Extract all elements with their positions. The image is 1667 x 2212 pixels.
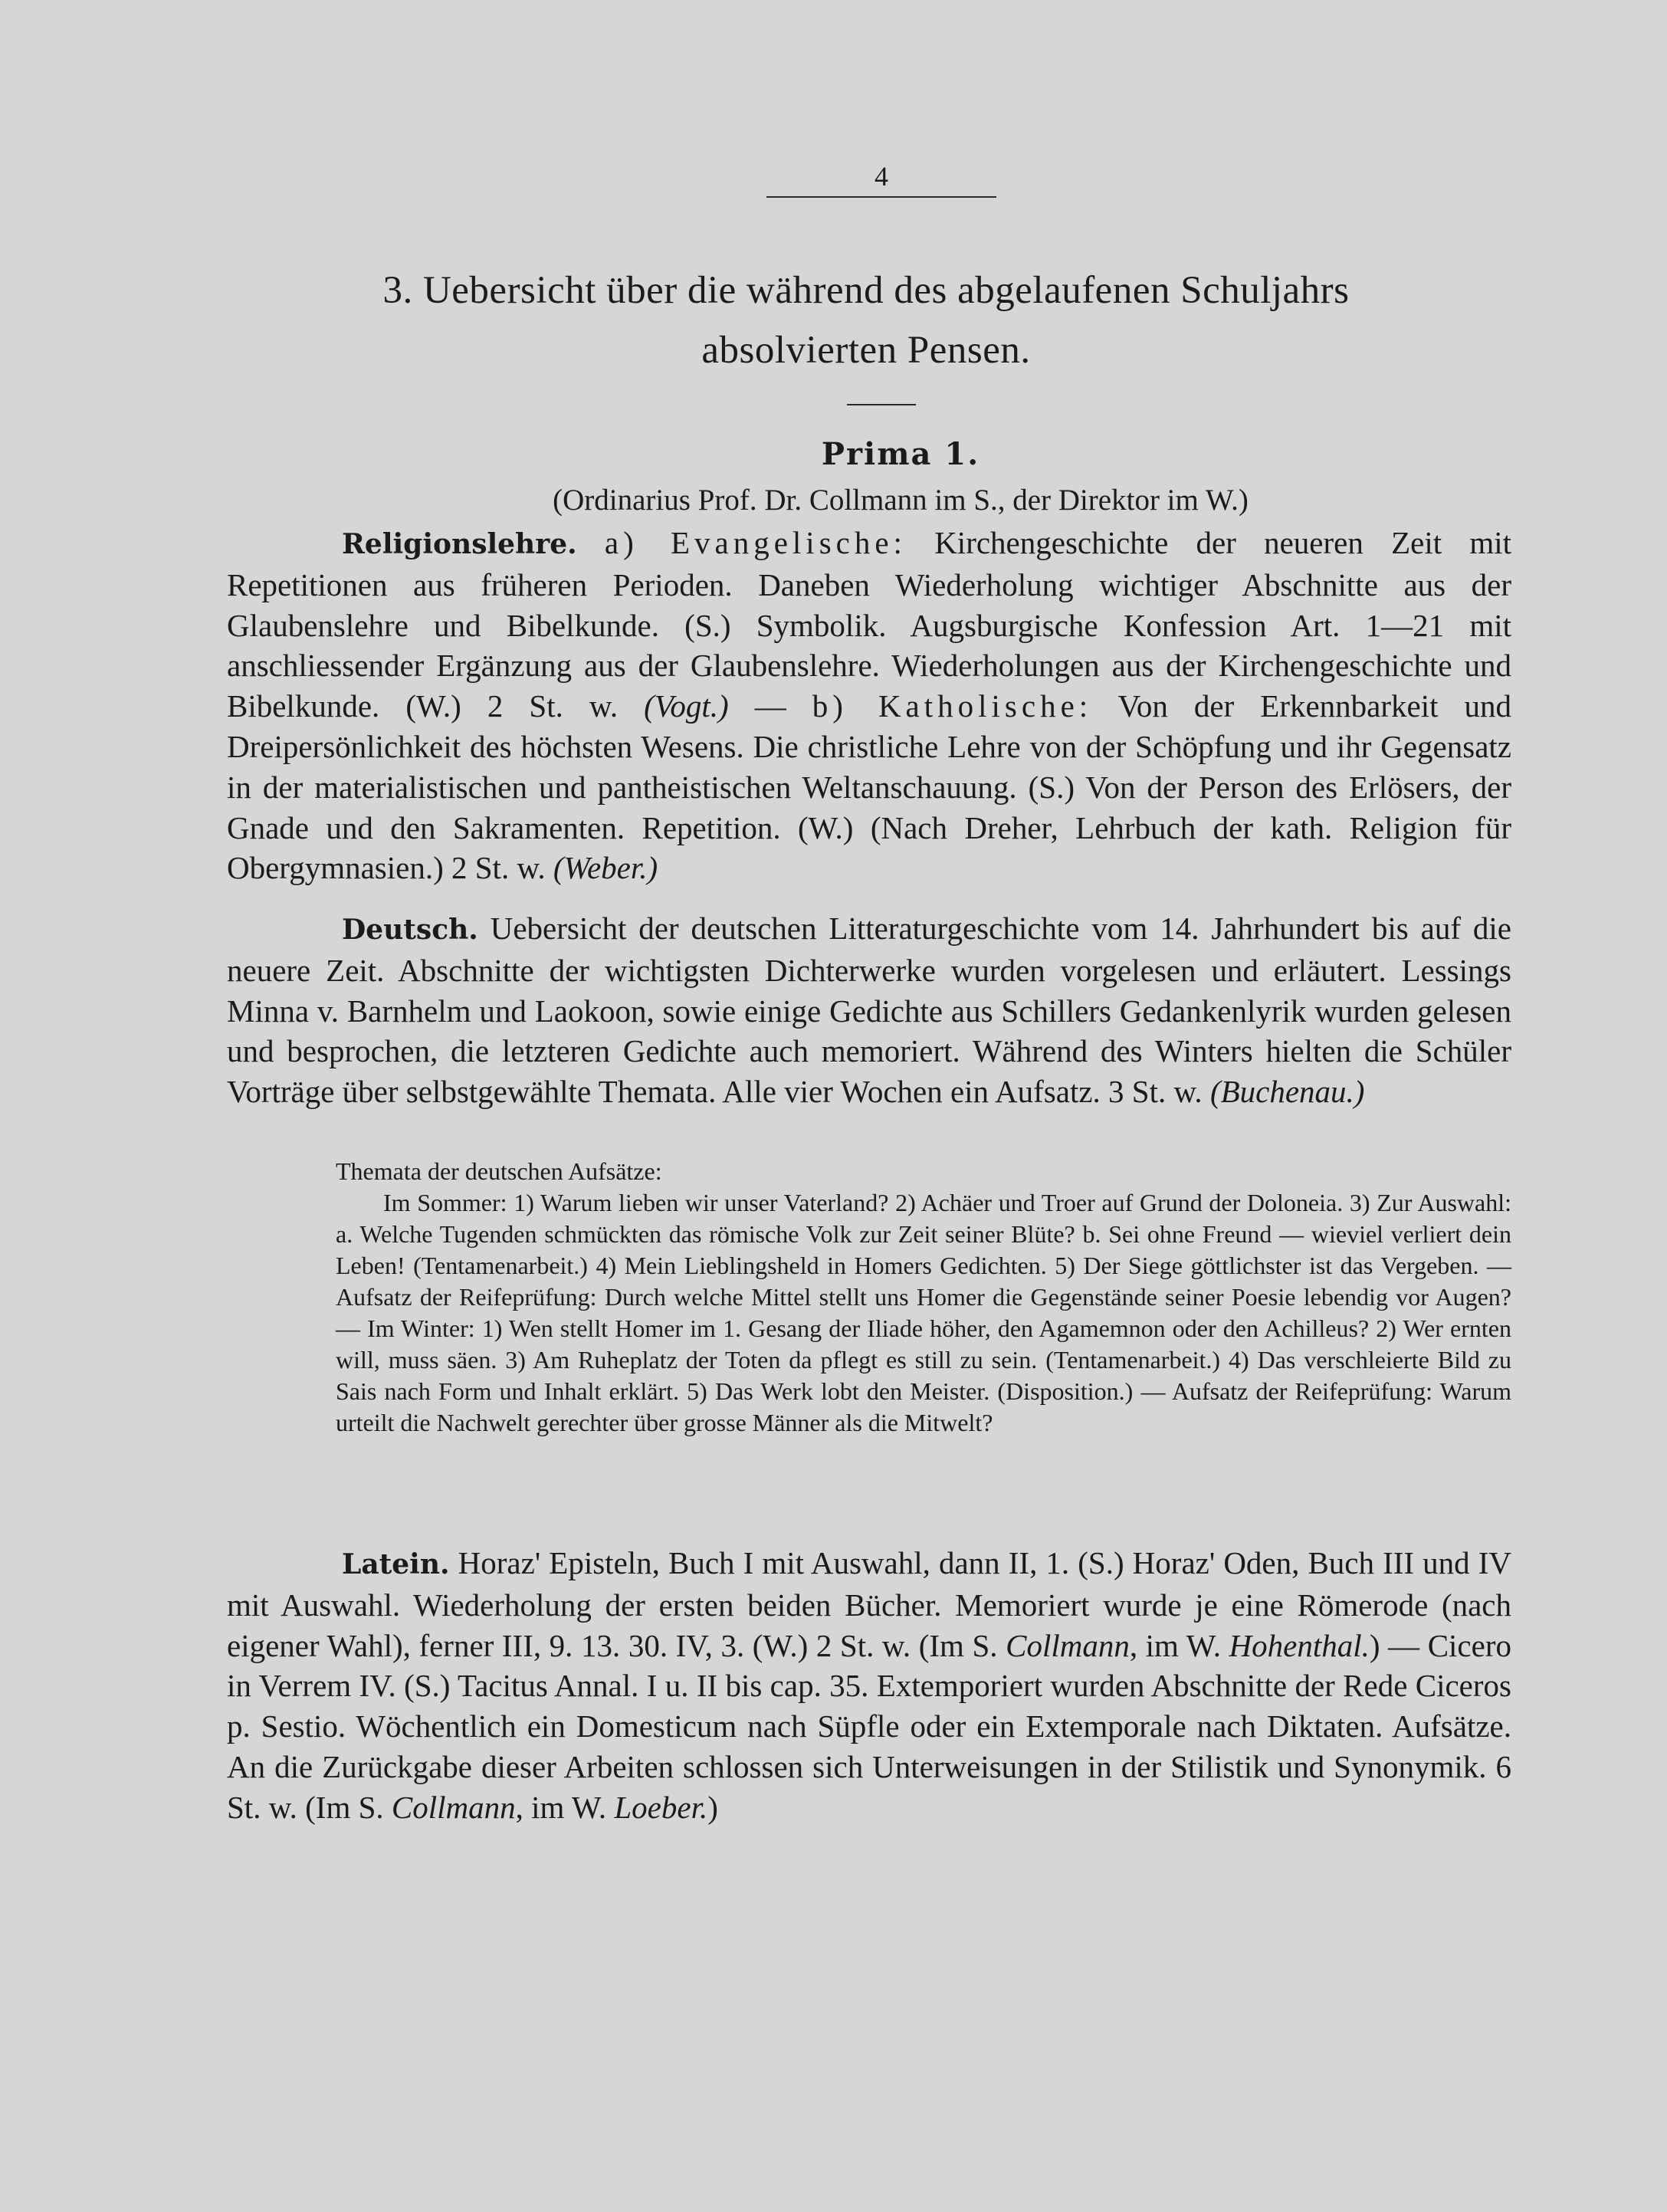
latein-teacher-2: Hohenthal. bbox=[1229, 1627, 1370, 1663]
religion-evangelical-label: a) Evangelische: bbox=[604, 525, 907, 560]
essay-themes-text: Im Sommer: 1) Warum lieben wir unser Vaterland? 2) Achäer und Troer auf Grund der Doloneia. 3) Zur Auswahl: a. Welche Tugenden schmückten das römische Volk zur Zeit seiner Blüte? b. Sei ohne Freund — wieviel verliert dein Leben! (Tentamenarbeit.) 4) Mein Lieblingsheld in Homers Gedichten. 5) Der Siege göttlichster ist das Vergeben. — Aufsatz der Reifeprüfung: Durch welche Mittel stellt uns Homer die Gegenstände seiner Poesie lebendig vor Augen? — Im Winter: 1) Wen stellt Homer im 1. Gesang der Iliade höher, den Agamemnon oder den Achilleus? 2) Wer ernten will, muss säen. 3) Am Ruheplatz der Toten da pflegt es still zu sein. (Tentamenarbeit.) 4) Das verschleierte Bild zu Sais nach Form und Inhalt erklärt. 5) Das Werk lobt den Meister. (Disposition.) — Aufsatz der Reifeprüfung: Warum urteilt die Nachwelt gerechter über grosse Männer als die Mitwelt? bbox=[336, 1189, 1511, 1436]
latein-text-2: , im W. bbox=[1129, 1627, 1221, 1663]
ordinarius-line: (Ordinarius Prof. Dr. Collmann im S., der Direktor im W.) bbox=[553, 484, 1249, 517]
latein-teacher-4: Loeber. bbox=[614, 1789, 708, 1825]
latein-text-5: ) bbox=[707, 1789, 718, 1825]
religion-dash: — bbox=[754, 688, 786, 724]
latein-text-3: ) — Cicero in Verrem IV. (S.) Tacitus Annal. I u. II bis cap. 35. Extemporiert wurden Abschnitte der Rede Ciceros p. Sestio. Wöchentlich ein Domesticum nach Süpfle oder ein Extemporale nach Diktaten. Aufsätze. An die Zurückgabe dieser Arbeiten schlossen sich Unterweisungen in der Stilistik und Synonymik. 6 St. w. (Im S. bbox=[227, 1627, 1511, 1825]
section-heading-line-2: absolvierten Pensen. bbox=[701, 329, 1031, 372]
deutsch-teacher: (Buchenau.) bbox=[1209, 1074, 1365, 1110]
religion-subject-label: Religionslehre. bbox=[342, 528, 577, 560]
latein-section bbox=[227, 1543, 1511, 1828]
latein-teacher-3: Collmann bbox=[391, 1789, 516, 1825]
deutsch-text: Uebersicht der deutschen Litteraturgeschichte vom 14. Jahrhundert bis auf die neuere Zeit. Abschnitte der wichtigsten Dichterwerke wurden vorgelesen und erläutert. Lessings Minna v. Barnhelm und Laokoon, sowie einige Gedichte aus Schillers Gedankenlyrik wurden gelesen und besprochen, die letzteren Gedichte auch memoriert. Während des Winters hielten die Schüler Vorträge über selbstgewählte Themata. Alle vier Wochen ein Aufsatz. 3 St. w. bbox=[227, 911, 1511, 1110]
latein-subject-label: Latein. bbox=[342, 1548, 450, 1580]
latein-text-1: Horaz' Episteln, Buch I mit Auswahl, dann II, 1. (S.) Horaz' Oden, Buch III und IV mit Auswahl. Wiederholung der ersten beiden Bücher. Memoriert wurde je eine Römerode (nach eigener Wahl), ferner III, 9. 13. 30. IV, 3. (W.) 2 St. w. (Im S. bbox=[227, 1545, 1511, 1663]
religion-evangelical-teacher: (Vogt.) bbox=[644, 688, 729, 724]
religion-catholic-teacher: (Weber.) bbox=[553, 850, 658, 886]
section-heading bbox=[215, 261, 1518, 380]
page-number: 4 bbox=[766, 159, 996, 198]
religion-catholic-label: b) Katholische: bbox=[812, 688, 1093, 724]
essay-themes-block bbox=[336, 1156, 1511, 1439]
latein-text-4: , im W. bbox=[515, 1789, 607, 1825]
class-title: Prima 1. bbox=[821, 436, 980, 472]
section-heading-line-1: 3. Uebersicht über die während des abgelaufenen Schuljahrs bbox=[382, 269, 1350, 312]
deutsch-section bbox=[227, 908, 1511, 1112]
essay-themes-label: Themata der deutschen Aufsätze: bbox=[336, 1157, 662, 1185]
religion-evangelical-text: Kirchengeschichte der neueren Zeit mit Repetitionen aus früheren Perioden. Daneben Wiederholung wichtiger Abschnitte aus der Glaubenslehre und Bibelkunde. (S.) Symbolik. Augsburgische Konfession Art. 1—21 mit anschliessender Ergänzung aus der Glaubenslehre. Wiederholungen aus der Kirchengeschichte und Bibelkunde. (W.) 2 St. w. bbox=[227, 525, 1512, 724]
heading-divider bbox=[847, 404, 916, 405]
religion-section bbox=[227, 523, 1511, 888]
latein-teacher-1: Collmann bbox=[1006, 1627, 1130, 1663]
religion-catholic-text: Von der Erkennbarkeit und Dreipersönlichkeit des höchsten Wesens. Die christliche Lehre von der Schöpfung und ihr Gegensatz in der materialistischen und pantheistischen Weltanschauung. (S.) Von der Person des Erlösers, der Gnade und den Sakramenten. Repetition. (W.) (Nach Dreher, Lehrbuch der kath. Religion für Obergymnasien.) 2 St. w. bbox=[227, 688, 1512, 886]
deutsch-subject-label: Deutsch. bbox=[342, 914, 478, 946]
